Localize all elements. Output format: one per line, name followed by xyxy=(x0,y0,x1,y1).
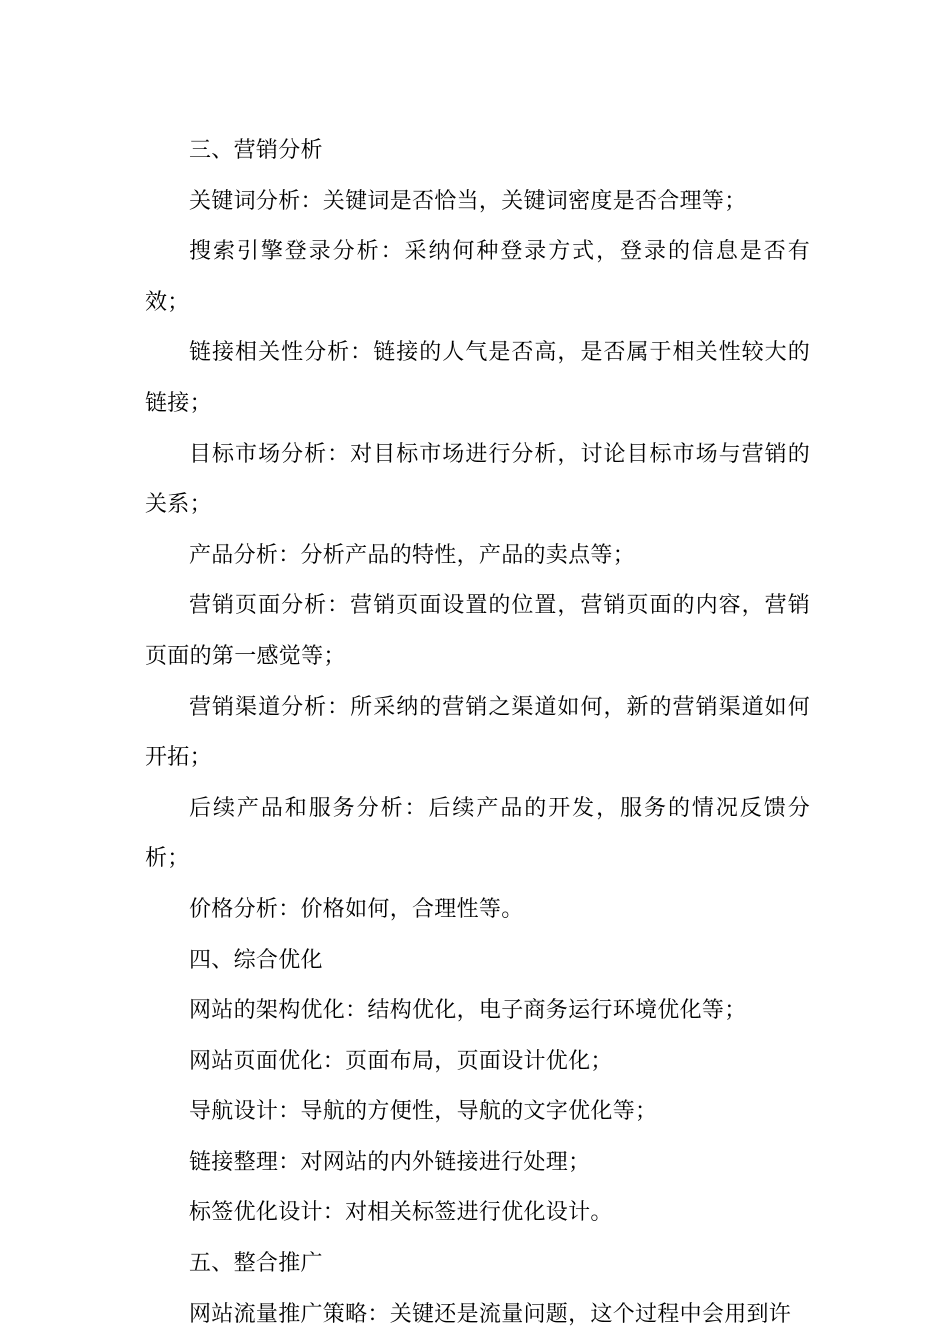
paragraph-marketing-channel-analysis: 营销渠道分析：所采纳的营销之渠道如何，新的营销渠道如何开拓； xyxy=(145,694,810,771)
paragraph-link-relevance-analysis: 链接相关性分析：链接的人气是否高，是否属于相关性较大的链接； xyxy=(145,340,810,416)
paragraph-page-optimization: 网站页面优化：页面布局，页面设计优化； xyxy=(189,1048,613,1074)
paragraph-target-market-analysis: 目标市场分析：对目标市场进行分析，讨论目标市场与营销的关系； xyxy=(145,441,810,518)
paragraph-architecture-optimization: 网站的架构优化：结构优化，电子商务运行环境优化等； xyxy=(189,998,747,1024)
paragraph-price-analysis: 价格分析：价格如何，合理性等。 xyxy=(189,896,524,922)
paragraph-link-cleanup: 链接整理：对网站的内外链接进行处理； xyxy=(189,1149,591,1175)
paragraph-keyword-analysis: 关键词分析：关键词是否恰当，关键词密度是否合理等； xyxy=(189,188,747,214)
paragraph-navigation-design: 导航设计：导航的方便性，导航的文字优化等； xyxy=(189,1099,658,1125)
paragraph-search-engine-analysis: 搜索引擎登录分析：采纳何种登录方式，登录的信息是否有效； xyxy=(145,239,810,315)
section-heading-integrated-promotion: 五、整合推广 xyxy=(189,1251,323,1277)
paragraph-tag-optimization: 标签优化设计：对相关标签进行优化设计。 xyxy=(189,1200,613,1226)
document-body xyxy=(145,126,810,1340)
section-heading-marketing-analysis: 三、营销分析 xyxy=(189,138,323,163)
paragraph-marketing-page-analysis: 营销页面分析：营销页面设置的位置，营销页面的内容，营销页面的第一感觉等； xyxy=(145,593,810,669)
paragraph-traffic-promotion-strategy: 网站流量推广策略：关键还是流量问题，这个过程中会用到许 xyxy=(189,1301,792,1327)
paragraph-follow-up-service-analysis: 后续产品和服务分析：后续产品的开发，服务的情况反馈分析； xyxy=(145,795,810,872)
paragraph-product-analysis: 产品分析：分析产品的特性，产品的卖点等； xyxy=(189,542,636,568)
section-heading-comprehensive-optimization: 四、综合优化 xyxy=(189,947,323,973)
